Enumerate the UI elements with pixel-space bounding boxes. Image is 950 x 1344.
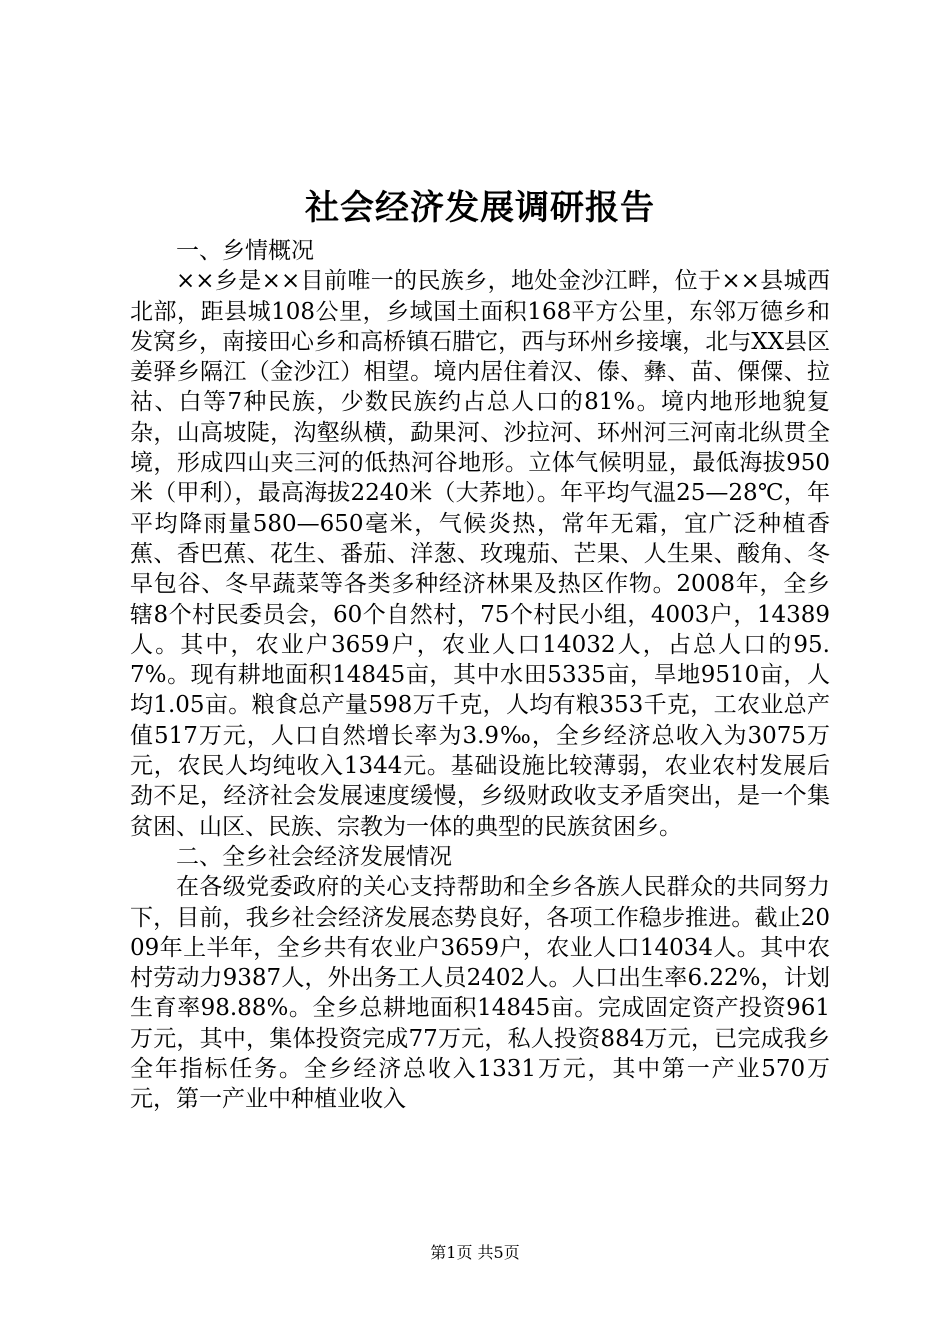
document-title: 社会经济发展调研报告 bbox=[305, 188, 655, 228]
section-heading: 一、乡情概况 bbox=[176, 238, 314, 264]
section-heading: 二、全乡社会经济发展情况 bbox=[176, 843, 452, 870]
document-body bbox=[130, 182, 830, 1115]
section-overview bbox=[130, 236, 830, 842]
body-paragraph: 在各级党委政府的关心支持帮助和全乡各族人民群众的共同努力下，目前，我乡社会经济发展态势良好，各项工作稳步推进。截止2009年上半年，全乡共有农业户3659户，农业人口14034人。其中农村劳动力9387人，外出务工人员2402人。人口出生率6.22%，计划生育率98.88%。全乡总耕地面积14845亩。完成固定资产投资961万元，其中，集体投资完成77万元，私人投资884万元，已完成我乡全年指标任务。全乡经济总收入1331万元，其中第一产业570万元，第一产业中种植业收入 bbox=[130, 874, 830, 1113]
section-development bbox=[130, 842, 830, 1115]
page-footer: 第1页 共5页 bbox=[430, 1243, 520, 1262]
body-paragraph: ××乡是××目前唯一的民族乡，地处金沙江畔，位于××县城西北部，距县城108公里，乡域国土面积168平方公里，东邻万德乡和发窝乡，南接田心乡和高桥镇石腊它，西与环州乡接壤，北与XX县区姜驿乡隔江（金沙江）相望。境内居住着汉、傣、彝、苗、傈僳、拉祜、白等7种民族，少数民族约占总人口的81%。境内地形地貌复杂，山高坡陡，沟壑纵横，勐果河、沙拉河、环州河三河南北纵贯全境，形成四山夹三河的低热河谷地形。立体气候明显，最低海拔950米（甲利），最高海拔2240米（大荞地）。年平均气温25—28℃，年平均降雨量580—650毫米，气候炎热，常年无霜，宜广泛种植香蕉、香巴蕉、花生、番茄、洋葱、玫瑰茄、芒果、人生果、酸角、冬早包谷、冬早蔬菜等各类多种经济林果及热区作物。2008年，全乡辖8个村民委员会，60个自然村，75个村民小组，4003户，14389人。其中，农业户3659户，农业人口14032人，占总人口的95.7%。现有耕地面积14845亩，其中水田5335亩，旱地9510亩，人均1.05亩。粮食总产量598万千克，人均有粮353千克，工农业总产值517万元，人口自然增长率为3.9‰，全乡经济总收入为3075万元，农民人均纯收入1344元。基础设施比较薄弱，农业农村发展后劲不足，经济社会发展速度缓慢，乡级财政收支矛盾突出，是一个集贫困、山区、民族、宗教为一体的典型的民族贫困乡。 bbox=[130, 268, 830, 840]
